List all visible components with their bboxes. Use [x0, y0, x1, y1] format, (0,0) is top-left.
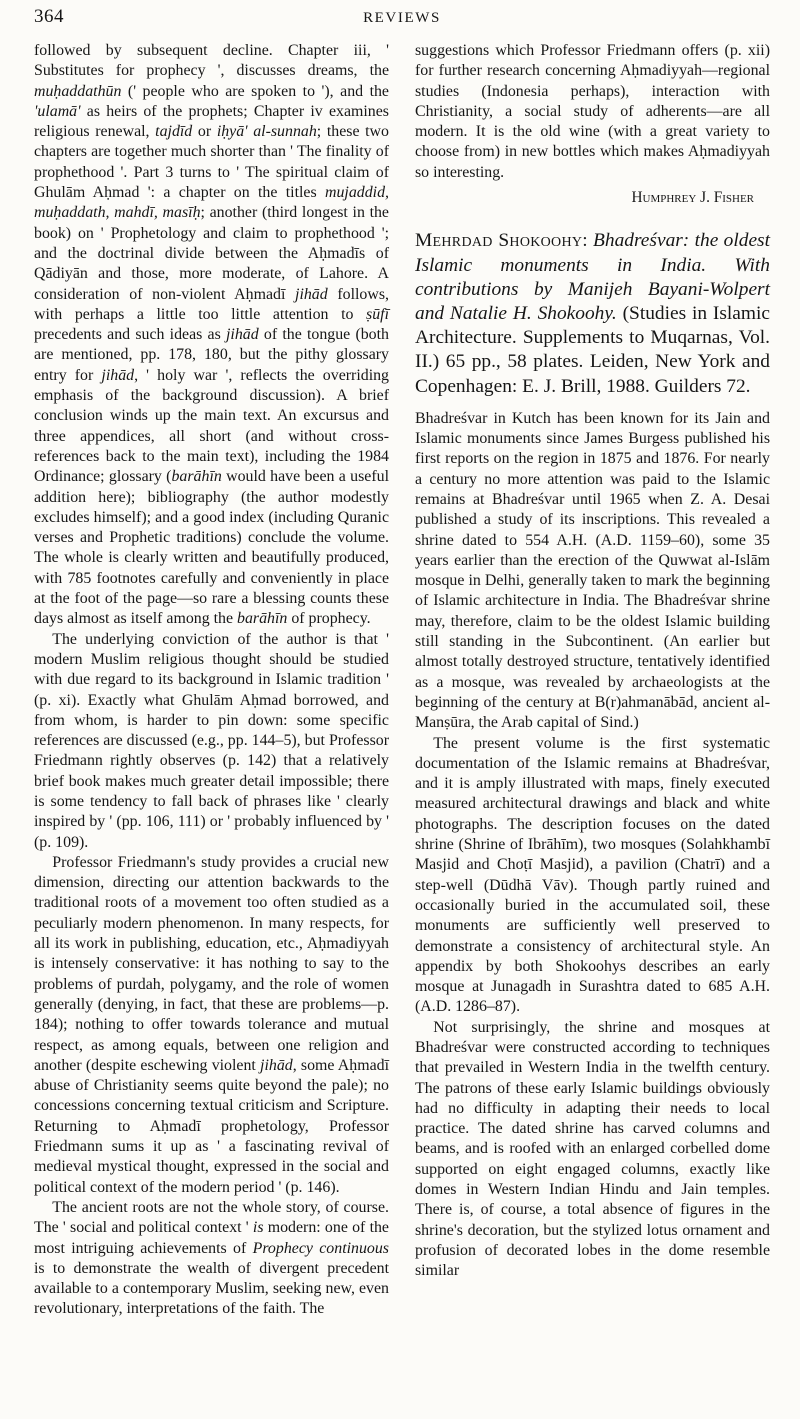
running-head — [34, 6, 770, 28]
reviewer-signature: Humphrey J. Fisher — [631, 189, 754, 207]
review-paragraph: followed by subsequent decline. Chapter iii, ' Substitutes for prophecy ', discusses dreams, the muḥaddathūn (' people who are spoken to '), and the 'ulamā' as heirs of the prophets; Chapter iv examines religious renewal, tajdīd or iḥyā' al-sunnah; these two chapters are together much shorter than ' The finality of prophethood '. Part 3 turns to ' The spiritual claim of Ghulām Aḥmad ': a chapter on the titles mujaddid, muḥaddath, mahdī, masīḥ; another (third longest in the book) on ' Prophetology and claim to prophethood '; and the doctrinal divide between the Aḥmadīs of Qādiyān and those, more moderate, of Lahore. A consideration of non-violent Aḥmadī jihād follows, with perhaps a little too little attention to ṣūfī precedents and such ideas as jihād of the tongue (both are mentioned, pp. 178, 180, but the pithy glossary entry for jihād, ' holy war ', reflects the overriding emphasis of the background discussion). A brief conclusion winds up the main text. An excursus and three appendices, all short (and without cross-references back to the main text), including the 1984 Ordinance; glossary (barāhīn would have been a useful addition here); bibliography (the author modestly excludes himself); and a good index (including Quranic verses and Prophetic traditions) conclude the volume. The whole is clearly written and beautifully produced, with 785 footnotes carefully and conveniently in place at the foot of the page—so rare a blessing counts these days almost as itself among the barāhīn of prophecy. — [34, 42, 390, 628]
running-head-title: REVIEWS — [363, 10, 441, 26]
review-paragraph: The ancient roots are not the whole story, of course. The ' social and political context ' is modern: one of the most intriguing achievements of Prophecy continuous is to demonstrate the wealth of divergent precedent available to a contemporary Muslim, seeking new, even revolutionary, interpretations of the faith. The — [34, 1198, 389, 1318]
review-paragraph: The present volume is the first systematic documentation of the Islamic remains at Bhadreśvar, and it is amply illustrated with maps, finely executed measured architectural drawings and black and white photographs. The description focuses on the dated shrine (Shrine of Ibrāhīm), two mosques (Solahkhambī Masjid and Choṭī Masjid), a pavilion (Chatrī) and a step-well (Dūdhā Vāv). Though partly ruined and occasionally buried in the accumulated soil, these monuments are sufficiently well preserved to demonstrate a consistency of architectural style. An appendix by both Shokoohys describes an early mosque at Junagadh in Surashtra dated to 685 A.H. (A.D. 1286–87). — [415, 734, 770, 1016]
page-number: 364 — [34, 6, 64, 27]
right-column — [415, 41, 770, 1320]
left-column — [34, 41, 389, 1320]
review-paragraph: Professor Friedmann's study provides a crucial new dimension, directing our attention backwards to the traditional roots of a movement too often studied as a peculiarly modern phenomenon. In many respects, for all its work in publishing, education, etc., Aḥmadiyyah is intensely conservative: it has nothing to say to the problems of purdah, polygamy, and the role of women generally (denying, in fact, that these are problems—p. 184); nothing to offer towards tolerance and mutual respect, as among equals, between one religion and another (despite eschewing violent jihād, some Aḥmadī abuse of Christianity seems quite beyond the pale); no concessions concerning textual criticism and Scripture. Returning to Aḥmadī prophetology, Professor Friedmann sums it up as ' a fascinating revival of medieval mystical thought, expressed in the social and political context of the modern period ' (p. 146). — [34, 853, 389, 1196]
review-paragraph: Not surprisingly, the shrine and mosques at Bhadreśvar were constructed according to techniques that prevailed in Western India in the twelfth century. The patrons of these early Islamic buildings obviously had no difficulty in adapting their needs to local practice. The dated shrine has carved columns and beams, and is roofed with an enlarged corbelled dome supported on eight engaged columns, exactly like domes in Western Indian Hindu and Jain temples. There is, of course, a total absence of figures in the shrine's decoration, but the stylized lotus ornament and profusion of decorated lobes in the dome resemble similar — [415, 1018, 770, 1280]
review-paragraph: suggestions which Professor Friedmann offers (p. xii) for further research concerning Aḥmadiyyah—regional studies (Indonesia perhaps), interaction with Christianity, a social study of adherents—are all modern. It is the old wine (with a great variety to choose from) in new bottles which makes Aḥmadiyyah so interesting. — [415, 42, 770, 181]
review-paragraph: The underlying conviction of the author is that ' modern Muslim religious thought should be studied with due regard to its background in Islamic tradition ' (p. xi). Exactly what Ghulām Aḥmad borrowed, and from whom, is harder to pin down: some specific references are discussed (e.g., pp. 144–5), but Professor Friedmann rightly observes (p. 142) that a relatively brief book makes much greater detail impossible; there is some tendency to fall back of phrases like ' clearly inspired by ' (pp. 106, 111) or ' probably influenced by ' (p. 109). — [34, 630, 389, 851]
review-paragraph: Bhadreśvar in Kutch has been known for its Jain and Islamic monuments since James Burgess published his first reports on the region in 1875 and 1876. For nearly a century no more attention was paid to the Islamic remains at Bhadreśvar until 1965 when Z. A. Desai published a study of its inscriptions. This revealed a shrine dated to 554 A.H. (A.D. 1159–60), some 35 years earlier than the erection of the Quwwat al-Islām mosque in Delhi, generally taken to mark the beginning of Islamic architecture in India. The Bhadreśvar shrine may, therefore, claim to be the oldest Islamic building still standing in the Subcontinent. (An earlier but almost totally destroyed structure, tentatively identified as a mosque, was revealed by archaeologists at the beginning of the century at B(r)ahmanābād, ancient al-Manṣūra, the Arab capital of Sind.) — [415, 409, 770, 732]
review-citation-heading: Mehrdad Shokoohy: Bhadreśvar: the oldest Islamic monuments in India. With contributions by Manijeh Bayani-Wolpert and Natalie H. Shokoohy. (Studies in Islamic Architecture. Supplements to Muqarnas, Vol. II.) 65 pp., 58 plates. Leiden, New York and Copenhagen: E. J. Brill, 1988. Guilders 72. — [415, 230, 770, 397]
text-columns — [34, 41, 770, 1320]
